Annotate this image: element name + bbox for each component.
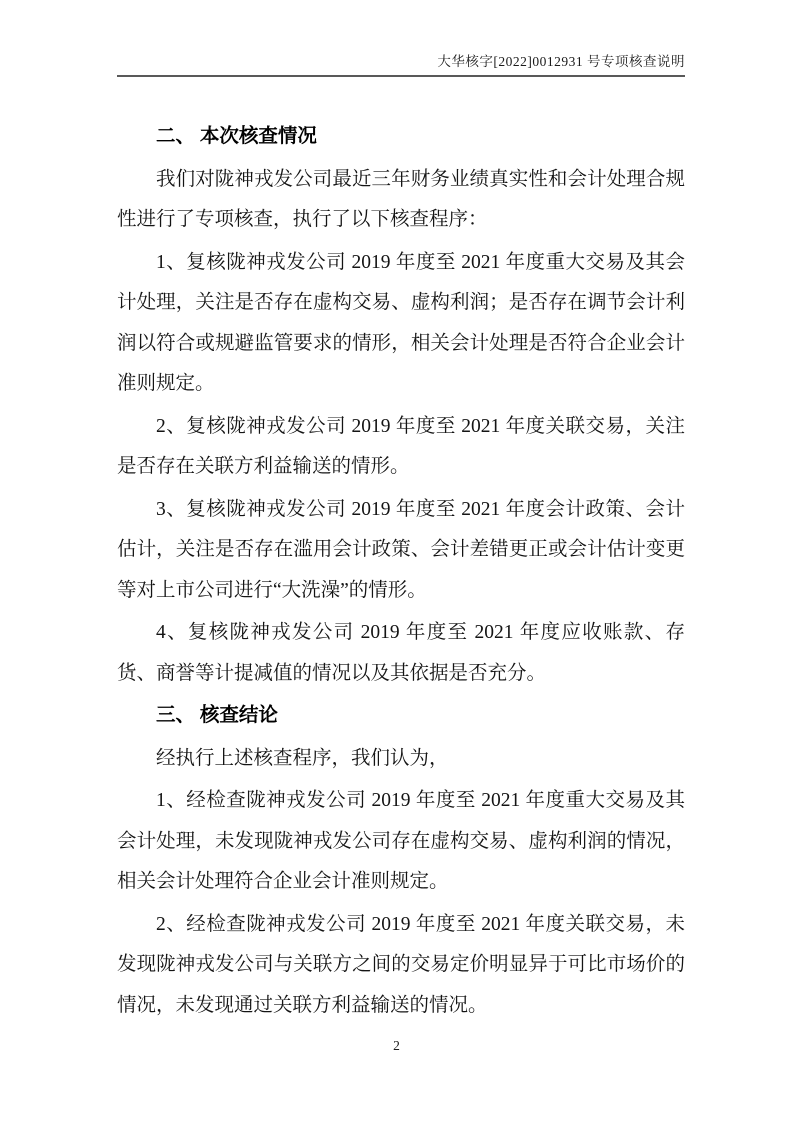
paragraph: 3、复核陇神戎发公司 2019 年度至 2021 年度会计政策、会计估计，关注是否存在滥用会计政策、会计差错更正或会计估计变更等对上市公司进行“大洗澡”的情形。 (117, 498, 685, 601)
paragraph: 经执行上述核查程序，我们认为， (156, 747, 449, 769)
paragraph: 1、复核陇神戎发公司 2019 年度至 2021 年度重大交易及其会计处理，关注是否存在虚构交易、虚构利润；是否存在调节会计利润以符合或规避监管要求的情形，相关会计处理是否符合企业会计准则规定。 (117, 251, 685, 394)
paragraph: 2、复核陇神戎发公司 2019 年度至 2021 年度关联交易，关注是否存在关联方利益输送的情形。 (117, 415, 685, 477)
page-number: 2 (393, 1038, 400, 1053)
document-body (117, 117, 685, 1028)
section-heading: 三、 核查结论 (156, 705, 278, 726)
page-header-reference: 大华核字[2022]0012931 号专项核查说明 (117, 50, 685, 77)
section-heading: 二、 本次核查情况 (156, 126, 317, 147)
paragraph: 我们对陇神戎发公司最近三年财务业绩真实性和会计处理合规性进行了专项核查，执行了以下核查程序： (117, 168, 685, 230)
paragraph: 1、经检查陇神戎发公司 2019 年度至 2021 年度重大交易及其会计处理，未发现陇神戎发公司存在虚构交易、虚构利润的情况，相关会计处理符合企业会计准则规定。 (117, 790, 685, 892)
paragraph: 4、复核陇神戎发公司 2019 年度至 2021 年度应收账款、存货、商誉等计提减值的情况以及其依据是否充分。 (117, 622, 685, 684)
paragraph: 2、经检查陇神戎发公司 2019 年度至 2021 年度关联交易，未发现陇神戎发公司与关联方之间的交易定价明显异于可比市场价的情况，未发现通过关联方利益输送的情况。 (117, 913, 685, 1016)
